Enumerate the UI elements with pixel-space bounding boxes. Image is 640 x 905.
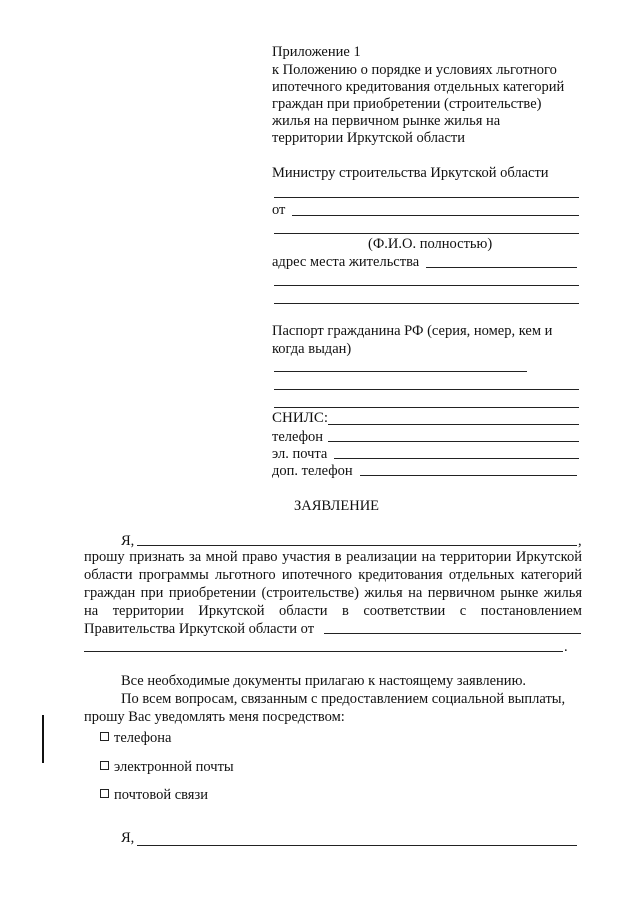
snils-field-line bbox=[328, 424, 579, 425]
margin-mark bbox=[42, 715, 44, 763]
body-line-1: прошу признать за мной право участия в реализации на территории Иркутской bbox=[84, 549, 582, 565]
statement-title: ЗАЯВЛЕНИЕ bbox=[294, 498, 380, 514]
address-label: адрес места жительства bbox=[272, 254, 420, 270]
body-line-5: Правительства Иркутской области от bbox=[84, 621, 315, 637]
blank-line bbox=[274, 303, 579, 304]
appendix-line-4: граждан при приобретении (строительстве) bbox=[272, 96, 542, 112]
checkbox-post[interactable] bbox=[100, 789, 109, 798]
snils-label: СНИЛС: bbox=[272, 410, 329, 426]
ministry-label: Министру строительства Иркутской области bbox=[272, 165, 549, 181]
checkbox-phone[interactable] bbox=[100, 732, 109, 741]
period: . bbox=[564, 639, 568, 655]
extra-phone-field-line bbox=[360, 475, 577, 476]
comma: , bbox=[578, 533, 582, 549]
from-label: от bbox=[272, 202, 286, 218]
phone-label: телефон bbox=[272, 429, 324, 445]
email-label: эл. почта bbox=[272, 446, 328, 462]
email-field-line bbox=[334, 458, 579, 459]
option-phone-label: телефона bbox=[114, 730, 172, 746]
blank-line bbox=[274, 197, 579, 198]
body-line-2: области программы льготного ипотечного кредитования отдельных категорий bbox=[84, 567, 582, 583]
docs-attached: Все необходимые документы прилагаю к настоящему заявлению. bbox=[121, 673, 527, 689]
option-email-label: электронной почты bbox=[114, 759, 234, 775]
decree-number-line bbox=[84, 651, 563, 652]
from-field-line bbox=[292, 215, 579, 216]
option-post-label: почтовой связи bbox=[114, 787, 208, 803]
option-email[interactable] bbox=[100, 759, 234, 776]
extra-phone-label: доп. телефон bbox=[272, 463, 353, 479]
fio-caption: (Ф.И.О. полностью) bbox=[368, 236, 493, 252]
ya-bottom-line bbox=[137, 845, 577, 846]
appendix-line-5: жилья на первичном рынке жилья на bbox=[272, 113, 501, 129]
passport-label-2: когда выдан) bbox=[272, 341, 352, 357]
notify-line-1: По всем вопросам, связанным с предоставлением социальной выплаты, bbox=[121, 691, 566, 707]
ya-bottom-label: Я, bbox=[121, 830, 135, 846]
body-line-3: граждан при приобретении (строительстве) жилья на первичном рынке жилья bbox=[84, 585, 582, 601]
ya-label: Я, bbox=[121, 533, 135, 549]
notify-line-2: прошу Вас уведомлять меня посредством: bbox=[84, 709, 345, 725]
body-line-4: на территории Иркутской области в соответствии с постановлением bbox=[84, 603, 582, 619]
blank-line bbox=[274, 233, 579, 234]
appendix-line-3: ипотечного кредитования отдельных категорий bbox=[272, 79, 565, 95]
appendix-line-6: территории Иркутской области bbox=[272, 130, 465, 146]
blank-line bbox=[274, 285, 579, 286]
name-field-line bbox=[137, 545, 577, 546]
address-field-line bbox=[426, 267, 577, 268]
checkbox-email[interactable] bbox=[100, 761, 109, 770]
appendix-line-2: к Положению о порядке и условиях льготного bbox=[272, 62, 557, 78]
blank-line bbox=[274, 389, 579, 390]
appendix-line-1: Приложение 1 bbox=[272, 44, 361, 60]
option-post[interactable] bbox=[100, 787, 208, 804]
decree-date-line bbox=[324, 633, 581, 634]
blank-line bbox=[274, 371, 527, 372]
phone-field-line bbox=[328, 441, 579, 442]
option-phone[interactable] bbox=[100, 730, 171, 747]
blank-line bbox=[274, 407, 579, 408]
passport-label-1: Паспорт гражданина РФ (серия, номер, кем и bbox=[272, 323, 553, 339]
